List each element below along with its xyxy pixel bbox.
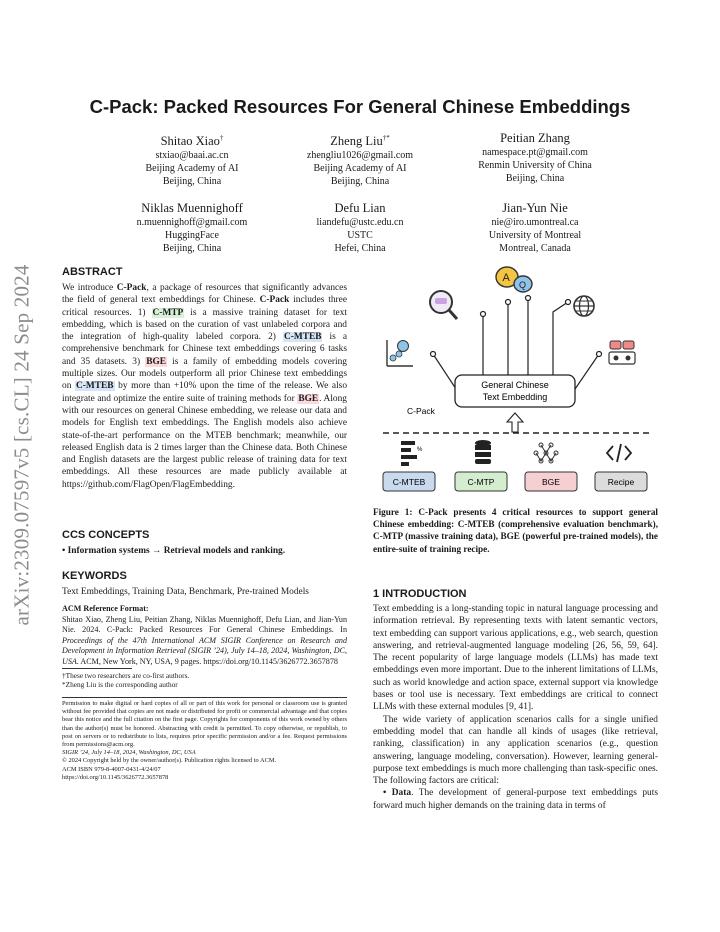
center-label-line1: General Chinese: [481, 380, 549, 390]
intro-paragraph: The wide variety of application scenarios calls for a single unified embedding model that can handle all kinds of usages (like retrieval, ranking, classification) in any application scenarios (e.g., question answering, language modeling, conversation). However, learning general-purpose text embeddings is much more challenging than task-specific ones. The following factors are critical:: [373, 714, 658, 787]
author-location: Beijing, China: [330, 176, 390, 188]
svg-text:A: A: [502, 272, 510, 284]
author-name: Niklas Muennighoff: [141, 201, 243, 215]
paper-title: C-Pack: Packed Resources For General Chinese Embeddings: [89, 96, 631, 117]
author-affiliation: Renmin University of China: [478, 160, 592, 171]
author-name: Shitao Xiao: [160, 134, 220, 149]
ccs-text: • Information systems → Retrieval models and ranking.: [62, 546, 286, 556]
bge-highlight: BGE: [298, 393, 319, 404]
author-affiliation: Beijing Academy of AI: [145, 163, 239, 175]
author-affiliation: USTC: [347, 230, 373, 241]
cmteb-highlight: C-MTEB: [76, 381, 114, 392]
author-email: nie@iro.umontreal.ca: [491, 217, 579, 228]
acm-reference: ACM Reference Format: Shitao Xiao, Zheng Liu, Peitian Zhang, Niklas Muennighoff, Defu Lian, and Jian-Yun Nie. 2024. C-Pack: Packed Resources For General Chinese Embeddings. In Proceedings of the 47th International ACM SIGIR Conference on Research and Development in Information Retrieval (SIGIR ’24), July 14–18, 2024, Washington, DC, USA. ACM, New York, NY, USA, 9 pages. https://doi.org/10.1145/3626772.3657878: [62, 604, 347, 666]
author-block: [435, 200, 635, 255]
author-mark: †*: [382, 134, 390, 142]
intro-paragraph: Text embedding is a long-standing topic in natural language processing and information retrieval. By representing texts with latent semantic vectors, text embedding can support various applications, e.g., web search, question answering, and retrieval-augmented language modeling [26, 56, 59, 64]. The recent popularity of large language models (LLMs) has made text embeddings even more important. Due to the inherent limitations of LLMs, such as world knowledge and action space, external support via knowledge bases or tool use is necessary. Text embeddings are critical to connect LLMs with these external modules [9, 41].: [373, 604, 658, 713]
author-affiliation: HuggingFace: [165, 230, 219, 241]
search-icon: [430, 291, 457, 319]
author-name: Zheng Liu: [330, 134, 383, 149]
classification-icon: [387, 340, 413, 366]
author-mark: †: [219, 134, 224, 142]
author-email: n.muennighoff@gmail.com: [136, 217, 248, 228]
cpack-label: C-Pack: [407, 406, 435, 416]
bge-highlight: BGE: [146, 356, 166, 367]
box-cmtp-label: C-MTP: [467, 477, 495, 487]
author-location: Hefei, China: [334, 243, 386, 254]
author-name: Jian-Yun Nie: [502, 201, 568, 215]
cmtp-highlight: C-MTP: [152, 307, 184, 318]
arrow-up-icon: [507, 413, 523, 432]
abstract-text: We introduce C-Pack, a package of resources that significantly advances the field of general text embeddings for Chinese. C-Pack includes three critical resources. 1) C-MTP is a massive training dataset for text embedding, which is based on the curation of vast unlabeled corpora and the integration of high-quality labeled corpora. 2) C-MTEB is a comprehensive benchmark for Chinese text embeddings covering 6 tasks and 35 datasets. 3) BGE is a family of embedding models covering multiple sizes. Our models outperform all prior Chinese text embeddings on C-MTEB by more than +10% upon the time of the release. We also integrate and optimize the entire suite of training methods for BGE. Along with our resources on general Chinese embedding, we release our data and models for English text embeddings. The English models also achieve state-of-the-art performance on the MTEB benchmark; meanwhile, our released English data is 2 times larger than the Chinese data. Both Chinese and English datasets are the largest public release of training data for text embeddings. All these resources are made publicly available at https://github.com/FlagOpen/FlagEmbedding.: [62, 283, 348, 490]
figure-caption: Figure 1: C-Pack presents 4 critical resources to support general Chinese embedding: C-MTEB (comprehensive evaluation benchmark), C-MTP (massive training data), BGE (powerful pre-trained models), the entire-suite of training recipe.: [373, 507, 658, 554]
author-name: Peitian Zhang: [500, 131, 570, 145]
intro-paragraph: • Data. The development of general-purpose text embeddings puts forward much higher demands on the training data in terms of: [373, 788, 658, 811]
ccs-heading: CCS CONCEPTS: [62, 529, 150, 541]
abstract-heading: ABSTRACT: [62, 266, 123, 278]
permission-rule: [62, 697, 347, 698]
chat-icon: [609, 341, 635, 364]
cmteb-highlight: C-MTEB: [283, 332, 322, 343]
figure-1: [373, 262, 658, 498]
author-email: zhengliu1026@gmail.com: [306, 150, 414, 162]
arxiv-stamp: arXiv:2309.07597v5 [cs.CL] 24 Sep 2024: [9, 264, 34, 626]
author-email: stxiao@baai.ac.cn: [155, 150, 229, 162]
author-affiliation: University of Montreal: [488, 230, 582, 241]
author-location: Beijing, China: [162, 243, 222, 254]
author-location: Beijing, China: [162, 176, 222, 188]
code-icon: [607, 444, 631, 462]
author-email: liandefu@ustc.edu.cn: [316, 217, 404, 228]
keywords-heading: KEYWORDS: [62, 570, 127, 582]
author-block: [260, 130, 460, 188]
intro-text: [373, 603, 658, 812]
footnotes: †These two researchers are co-first authors. *Zheng Liu is the corresponding author: [62, 671, 190, 690]
intro-heading: 1 INTRODUCTION: [373, 588, 467, 600]
database-icon: [475, 440, 491, 464]
box-bge-label: BGE: [542, 477, 560, 487]
author-email: namespace.pt@gmail.com: [482, 147, 588, 158]
author-block: [435, 130, 635, 185]
globe-icon: [574, 296, 594, 316]
author-location: Beijing, China: [505, 173, 565, 184]
author-name: Defu Lian: [334, 201, 386, 215]
author-affiliation: Beijing Academy of AI: [313, 163, 407, 175]
reference-heading: ACM Reference Format:: [62, 604, 149, 613]
svg-text:Q: Q: [519, 280, 527, 290]
benchmark-icon: [401, 441, 423, 466]
keywords-text: Text Embeddings, Training Data, Benchmark, Pre-trained Models: [62, 587, 309, 597]
box-cmteb-label: C-MTEB: [392, 477, 426, 487]
network-icon: [534, 443, 558, 463]
permission-notice: Permission to make digital or hard copies of all or part of this work for personal or classroom use is granted without fee provided that copies are not made or distributed for profit or commercial advantage and that copies bear this notice and the full citation on the first page. Copyrights for components of this work owned by others than the author(s) must be honored. Abstracting with credit is permitted. To copy otherwise, or republish, to post on servers or to redistribute to lists, requires prior specific permission and/or a fee. Request permissions from permissions@acm.org. SIGIR ’24, July 14–18, 2024, Washington, DC, USA © 2024 Copyright held by the owner/author(s). Publication rights licensed to ACM. ACM ISBN 979-8-4007-0431-4/24/07 https://doi.org/10.1145/3626772.3657878: [62, 700, 347, 781]
footnote-rule: [62, 668, 132, 669]
qa-icon: [496, 267, 532, 292]
center-label-line2: Text Embedding: [482, 392, 548, 402]
svg-text:%: %: [417, 447, 423, 453]
box-recipe-label: Recipe: [607, 477, 635, 487]
author-location: Montreal, Canada: [499, 243, 571, 254]
author-block: [260, 200, 460, 255]
